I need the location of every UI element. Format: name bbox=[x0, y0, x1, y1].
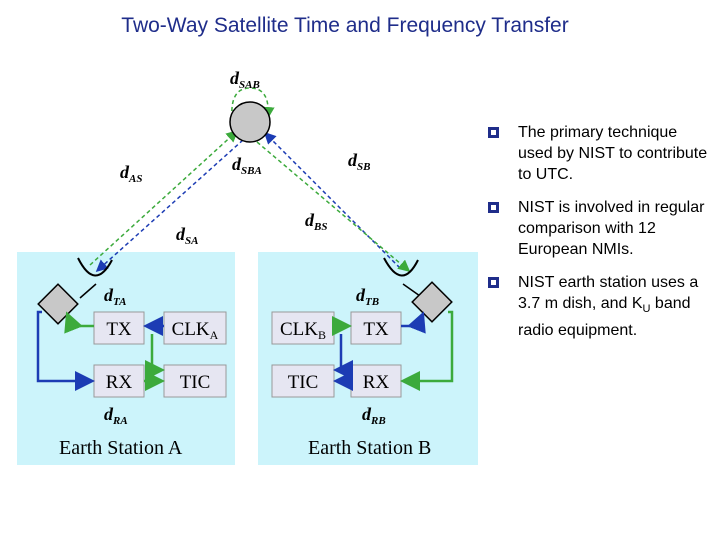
delay-label-bs: $d_{BS}$ bbox=[305, 210, 328, 233]
station-b-tic: TIC bbox=[287, 372, 319, 393]
bullet-list bbox=[488, 122, 713, 353]
station-b-panel bbox=[258, 252, 478, 465]
delay-label-ta: $d_{TA}$ bbox=[104, 285, 127, 308]
bullet-text: NIST is involved in regular comparison with 12 European NMIs. bbox=[518, 199, 705, 258]
uplink-a-path bbox=[90, 132, 236, 265]
bullet-item bbox=[488, 122, 713, 185]
delay-label-as: $d_{AS}$ bbox=[120, 162, 143, 185]
station-a-tx: TX bbox=[106, 319, 132, 340]
station-a-tic: TIC bbox=[179, 372, 211, 393]
station-a-clk: $CLK_A$ bbox=[171, 319, 219, 342]
delay-label-sab: $d_{SAB}$ bbox=[230, 68, 260, 91]
delay-label-ra: $d_{RA}$ bbox=[104, 404, 128, 427]
bullet-square-icon bbox=[488, 202, 499, 213]
downlink-b-path bbox=[257, 142, 408, 270]
bullet-square-icon bbox=[488, 277, 499, 288]
satellite-icon bbox=[230, 102, 270, 142]
slide-title: Two-Way Satellite Time and Frequency Transfer bbox=[121, 14, 569, 37]
delay-label-sba: $d_{SBA}$ bbox=[232, 154, 262, 177]
bullet-item bbox=[488, 272, 713, 341]
station-a-panel bbox=[17, 252, 235, 465]
uplink-b-path bbox=[266, 134, 400, 268]
station-b-rx: RX bbox=[362, 372, 390, 393]
delay-label-tb: $d_{TB}$ bbox=[356, 285, 380, 308]
station-b-name: Earth Station B bbox=[308, 437, 432, 459]
station-b-clk: $CLK_B$ bbox=[279, 319, 327, 342]
delay-label-sa: $d_{SA}$ bbox=[176, 224, 199, 247]
delay-label-sb: $d_{SB}$ bbox=[348, 150, 371, 173]
delay-label-rb: $d_{RB}$ bbox=[362, 404, 386, 427]
downlink-a-path bbox=[98, 140, 243, 270]
bullet-item bbox=[488, 197, 713, 260]
bullet-text: NIST earth station uses a 3.7 m dish, and $K_U$ band radio equipment. bbox=[518, 274, 699, 340]
station-a-name: Earth Station A bbox=[59, 437, 183, 459]
station-b-tx: TX bbox=[363, 319, 389, 340]
bullet-square-icon bbox=[488, 127, 499, 138]
station-a-rx: RX bbox=[105, 372, 133, 393]
bullet-text: The primary technique used by NIST to contribute to UTC. bbox=[518, 124, 708, 183]
